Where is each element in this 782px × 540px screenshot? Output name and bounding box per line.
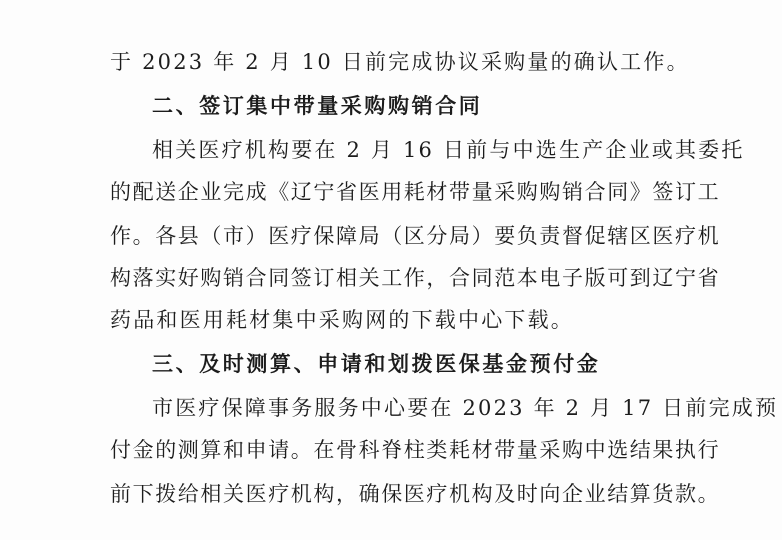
section-heading: 三、及时测算、申请和划拨医保基金预付金 (152, 352, 601, 376)
section-heading: 二、签订集中带量采购购销合同 (152, 94, 483, 118)
paragraph-line: 作。各县（市）医疗保障局（区分局）要负责督促辖区医疗机 (110, 224, 721, 248)
paragraph-line: 构落实好购销合同签订相关工作，合同范本电子版可到辽宁省 (110, 266, 721, 290)
paragraph-line: 的配送企业完成《辽宁省医用耗材带量采购购销合同》签订工 (110, 180, 721, 204)
paragraph-line: 前下拨给相关医疗机构，确保医疗机构及时向企业结算货款。 (110, 482, 721, 506)
paragraph-line: 相关医疗机构要在 2 月 16 日前与中选生产企业或其委托 (152, 138, 745, 162)
paragraph-line: 付金的测算和申请。在骨科脊柱类耗材带量采购中选结果执行 (110, 438, 721, 462)
paragraph-line: 市医疗保障事务服务中心要在 2023 年 2 月 17 日前完成预 (152, 396, 779, 420)
paragraph-line: 于 2023 年 2 月 10 日前完成协议采购量的确认工作。 (110, 50, 690, 74)
paragraph-line: 药品和医用耗材集中采购网的下载中心下载。 (110, 308, 574, 332)
